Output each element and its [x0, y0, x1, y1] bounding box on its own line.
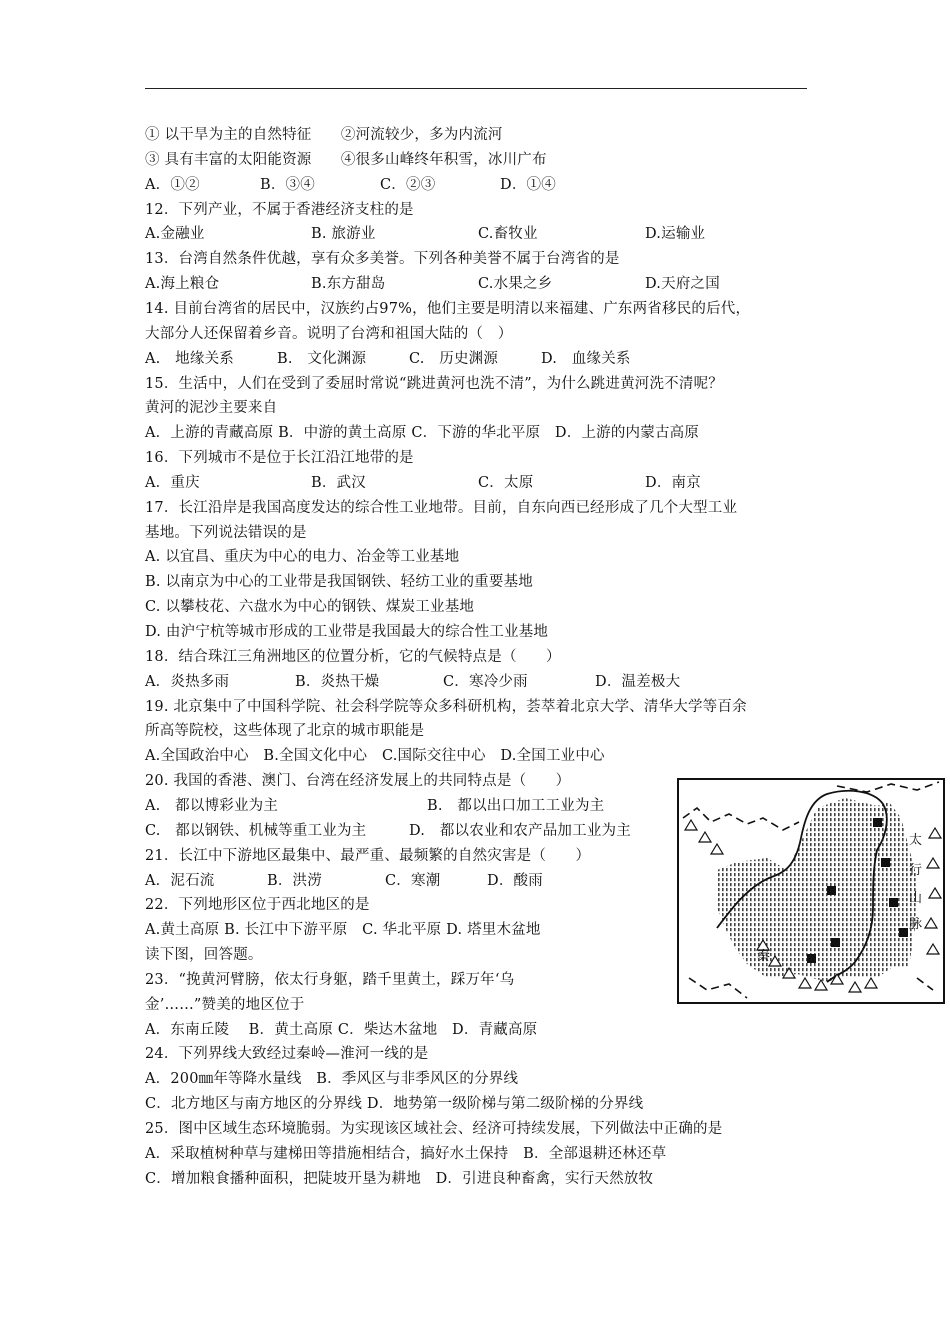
text-line: 所高等院校，这些体现了北京的城市职能是: [145, 723, 425, 740]
map-label-taihang-char: 太: [909, 833, 923, 848]
answer-option: D．酸雨: [487, 872, 543, 889]
map-label-taihang-char: 行: [909, 863, 923, 878]
answer-option: A．炎热多雨: [145, 673, 230, 690]
text-line: [145, 225, 805, 243]
answer-option: D.天府之国: [645, 276, 720, 293]
text-line: A．200㎜年等降水量线 B．季风区与非季风区的分界线: [145, 1071, 519, 1088]
text-line: D. 由沪宁杭等城市形成的工业带是我国最大的综合性工业基地: [145, 624, 549, 640]
text-line: 23．“挽黄河臂膀，依太行身躯，踏千里黄土，踩万年‘乌: [145, 971, 515, 988]
answer-option: C. 历史渊源: [409, 350, 499, 367]
answer-option: B. 都以出口加工工业为主: [427, 797, 605, 814]
text-line: 读下图，回答题。: [145, 947, 263, 964]
text-line: 13．台湾自然条件优越，享有众多美誉。下列各种美誉不属于台湾省的是: [145, 251, 620, 268]
text-line: B. 以南京为中心的工业带是我国钢铁、轻纺工业的重要基地: [145, 574, 533, 591]
text-line: 21．长江中下游地区最集中、最严重、最频繁的自然灾害是（ ）: [145, 847, 591, 864]
text-line: C．北方地区与南方地区的分界线 D．地势第一级阶梯与第二级阶梯的分界线: [145, 1096, 644, 1113]
answer-option: C. 都以钢铁、机械等重工业为主: [145, 822, 367, 839]
answer-option: A．重庆: [145, 474, 200, 491]
answer-option: B. 文化渊源: [277, 350, 367, 367]
loess-plateau-map: [677, 778, 945, 1004]
text-line: 20. 我国的香港、澳门、台湾在经济发展上的共同特点是（ ）: [145, 773, 571, 790]
answer-option: A. 都以博彩业为主: [145, 797, 279, 814]
text-line: [145, 176, 805, 194]
map-label-taihang-char: 山: [909, 891, 923, 906]
text-line: 大部分人还保留着乡音。说明了台湾和祖国大陆的（ ）: [145, 325, 513, 342]
answer-option: D. 血缘关系: [541, 350, 631, 367]
text-line: [145, 350, 805, 368]
answer-option: A．①②: [145, 176, 200, 193]
text-line: A．上游的青藏高原 B．中游的黄土高原 C．下游的华北平原 D．上游的内蒙古高原: [145, 425, 700, 442]
answer-option: A. 地缘关系: [145, 350, 234, 367]
text-line: 黄河的泥沙主要来自: [145, 400, 278, 417]
map-label-qin: 秦: [757, 949, 771, 964]
text-line: A．采取植树种草与建梯田等措施相结合，搞好水土保持 B．全部退耕还林还草: [145, 1145, 667, 1162]
answer-option: D. 都以农业和农产品加工业为主: [409, 822, 631, 839]
text-line: 14. 目前台湾省的居民中，汉族约占97%，他们主要是明清以来福建、广东两省移民的后代，: [145, 300, 751, 317]
answer-option: B．炎热干燥: [295, 673, 380, 690]
answer-option: D．南京: [645, 474, 701, 491]
text-line: 12．下列产业，不属于香港经济支柱的是: [145, 201, 414, 218]
text-line: C．增加粮食播种面积，把陡坡开垦为耕地 D．引进良种畜禽，实行天然放牧: [145, 1170, 654, 1187]
answer-option: A．泥石流: [145, 872, 215, 889]
answer-option: B．洪涝: [267, 872, 322, 889]
text-line: A. 以宜昌、重庆为中心的电力、冶金等工业基地: [145, 549, 460, 566]
answer-option: A.金融业: [145, 226, 205, 243]
text-line: 19. 北京集中了中国科学院、社会科学院等众多科研机构，荟萃着北京大学、清华大学等百余: [145, 698, 747, 715]
text-line: [145, 474, 805, 492]
answer-option: C．②③: [380, 176, 436, 193]
text-line: 15．生活中，人们在受到了委屈时常说“跳进黄河也洗不清”，为什么跳进黄河洗不清呢？: [145, 375, 723, 392]
text-line: 22．下列地形区位于西北地区的是: [145, 897, 370, 914]
answer-option: C.水果之乡: [478, 276, 553, 293]
text-line: 金’……”赞美的地区位于: [145, 996, 305, 1013]
text-line: ③ 具有丰富的太阳能资源 ④很多山峰终年积雪，冰川广布: [145, 151, 547, 168]
text-line: A.黄土高原 B. 长江中下游平原 C. 华北平原 D. 塔里木盆地: [145, 922, 541, 939]
text-line: A.全国政治中心 B.全国文化中心 C.国际交往中心 D.全国工业中心: [145, 748, 605, 765]
map-label-taihang-char: 脉: [909, 917, 923, 932]
answer-option: B.东方甜岛: [311, 276, 386, 293]
answer-option: D．温差极大: [595, 673, 681, 690]
answer-option: D.运输业: [645, 226, 706, 243]
answer-option: D．①④: [500, 176, 556, 193]
header-rule: [145, 88, 807, 89]
text-line: 基地。下列说法错误的是: [145, 524, 307, 541]
text-line: 18．结合珠江三角洲地区的位置分析，它的气候特点是（ ）: [145, 648, 561, 665]
text-line: 16．下列城市不是位于长江沿江地带的是: [145, 450, 414, 467]
text-line: [145, 275, 805, 293]
answer-option: A.海上粮仓: [145, 276, 220, 293]
text-line: ① 以干旱为主的自然特征 ②河流较少，多为内流河: [145, 127, 503, 143]
text-line: C. 以攀枝花、六盘水为中心的钢铁、煤炭工业基地: [145, 599, 475, 616]
text-line: 17．长江沿岸是我国高度发达的综合性工业地带。目前，自东向西已经形成了几个大型工业: [145, 499, 738, 516]
text-line: 25．图中区域生态环境脆弱。为实现该区域社会、经济可持续发展，下列做法中正确的是: [145, 1121, 723, 1137]
answer-option: B. 旅游业: [311, 226, 376, 243]
text-line: A．东南丘陵 B．黄土高原 C．柴达木盆地 D．青藏高原: [145, 1021, 538, 1038]
answer-option: B．③④: [260, 176, 315, 193]
answer-option: C．寒潮: [385, 872, 441, 889]
answer-option: B．武汉: [311, 474, 366, 491]
answer-option: C．寒冷少雨: [443, 673, 528, 690]
text-line: 24．下列界线大致经过秦岭—淮河一线的是: [145, 1046, 429, 1063]
answer-option: C.畜牧业: [478, 226, 538, 243]
answer-option: C．太原: [478, 474, 534, 491]
text-line: [145, 673, 805, 691]
